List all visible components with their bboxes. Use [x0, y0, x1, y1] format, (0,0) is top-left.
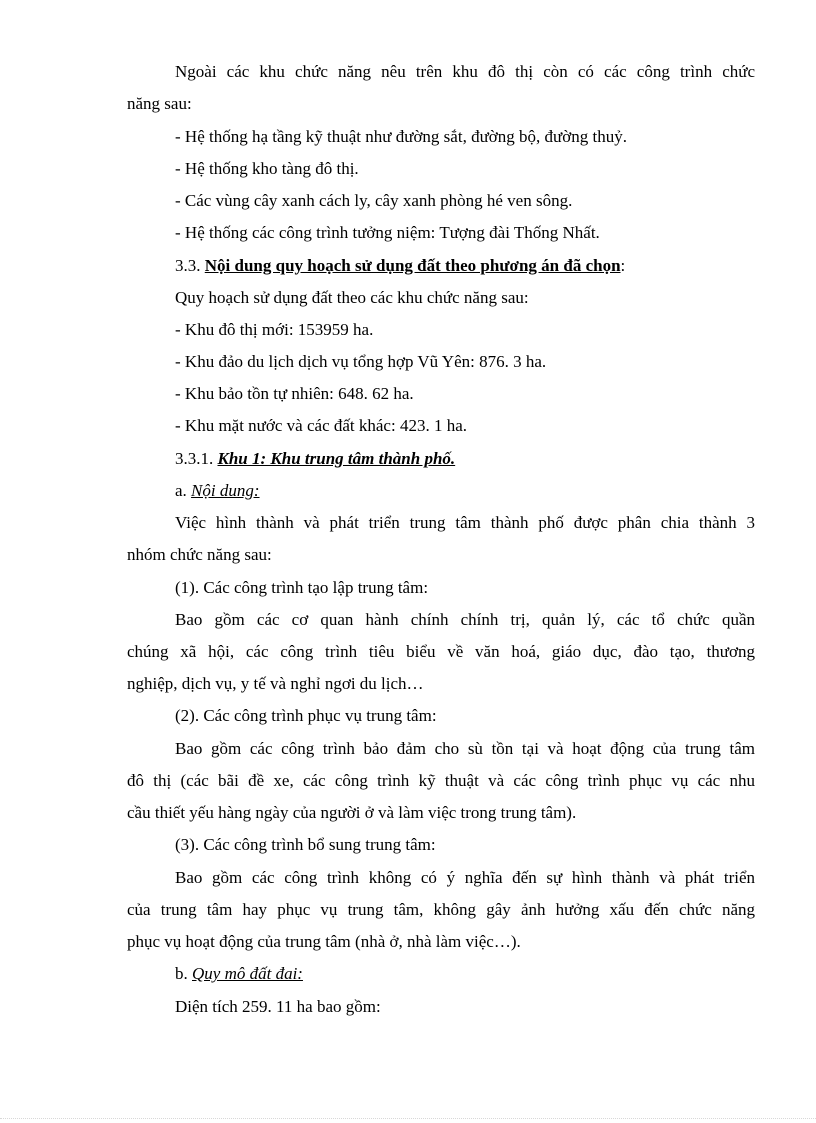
heading-b-prefix: b.	[175, 964, 192, 983]
group-1-line-1: Bao gồm các cơ quan hành chính chính trị, quản lý, các tổ chức quần	[175, 610, 755, 629]
group-1-line-3: nghiệp, dịch vụ, y tế và nghỉ ngơi du lịch…	[127, 674, 424, 693]
paragraph-intro-line-2: năng sau:	[127, 94, 192, 113]
bullet-warehouse: - Hệ thống kho tàng đô thị.	[175, 159, 359, 178]
group-2-line-2: đô thị (các bãi đề xe, các công trình kỹ thuật và các công trình phục vụ các nhu	[127, 771, 755, 790]
section-number: 3.3.	[175, 256, 205, 275]
paragraph-land-use: Quy hoạch sử dụng đất theo các khu chức năng sau:	[175, 288, 529, 307]
section-heading-3-3	[175, 256, 625, 276]
section-colon: :	[620, 256, 626, 275]
heading-a-title: Nội dung:	[191, 481, 260, 500]
group-2-line-1: Bao gồm các công trình bảo đảm cho sù tồn tại và hoạt động của trung tâm	[175, 739, 755, 758]
section-title: Nội dung quy hoạch sử dụng đất theo phương án đã chọn	[204, 256, 621, 275]
heading-a-prefix: a.	[175, 481, 192, 500]
bullet-green-zones: - Các vùng cây xanh cách ly, cây xanh phòng hé ven sông.	[175, 191, 573, 210]
heading-b-land-scale	[175, 964, 303, 984]
paragraph-center-line-2: nhóm chức năng sau:	[127, 545, 272, 564]
paragraph-area: Diện tích 259. 11 ha bao gồm:	[175, 997, 381, 1016]
group-2-title: (2). Các công trình phục vụ trung tâm:	[175, 706, 437, 725]
paragraph-center-line-1: Việc hình thành và phát triển trung tâm thành phố được phân chia thành 3	[175, 513, 755, 532]
paragraph-intro-line-1: Ngoài các khu chức năng nêu trên khu đô thị còn có các công trình chức	[175, 62, 755, 81]
subsection-number: 3.3.1.	[175, 449, 218, 468]
bullet-new-urban: - Khu đô thị mới: 153959 ha.	[175, 320, 374, 339]
page-bottom-border	[0, 1118, 816, 1119]
group-3-line-2: của trung tâm hay phục vụ trung tâm, không gây ảnh hưởng xấu đến chức năng	[127, 900, 755, 919]
group-3-title: (3). Các công trình bổ sung trung tâm:	[175, 835, 436, 854]
bullet-nature-reserve: - Khu bảo tồn tự nhiên: 648. 62 ha.	[175, 384, 414, 403]
group-3-line-1: Bao gồm các công trình không có ý nghĩa đến sự hình thành và phát triển	[175, 868, 755, 887]
subsection-title: Khu 1: Khu trung tâm thành phố.	[217, 449, 456, 468]
heading-a-content	[175, 481, 260, 501]
group-1-line-2: chúng xã hội, các công trình tiêu biểu về văn hoá, giáo dục, đào tạo, thương	[127, 642, 755, 661]
bullet-water-surface: - Khu mặt nước và các đất khác: 423. 1 ha.	[175, 416, 467, 435]
group-3-line-3: phục vụ hoạt động của trung tâm (nhà ở, nhà làm việc…).	[127, 932, 521, 951]
bullet-infrastructure: - Hệ thống hạ tầng kỹ thuật như đường sắt, đường bộ, đường thuỷ.	[175, 127, 627, 146]
group-1-title: (1). Các công trình tạo lập trung tâm:	[175, 578, 429, 597]
section-heading-3-3-1	[175, 449, 455, 469]
bullet-memorials: - Hệ thống các công trình tưởng niệm: Tượng đài Thống Nhất.	[175, 223, 600, 242]
group-2-line-3: cầu thiết yếu hàng ngày của người ở và làm việc trong trung tâm).	[127, 803, 577, 822]
bullet-island-tourism: - Khu đảo du lịch dịch vụ tổng hợp Vũ Yên: 876. 3 ha.	[175, 352, 547, 371]
heading-b-title: Quy mô đất đai:	[192, 964, 303, 983]
